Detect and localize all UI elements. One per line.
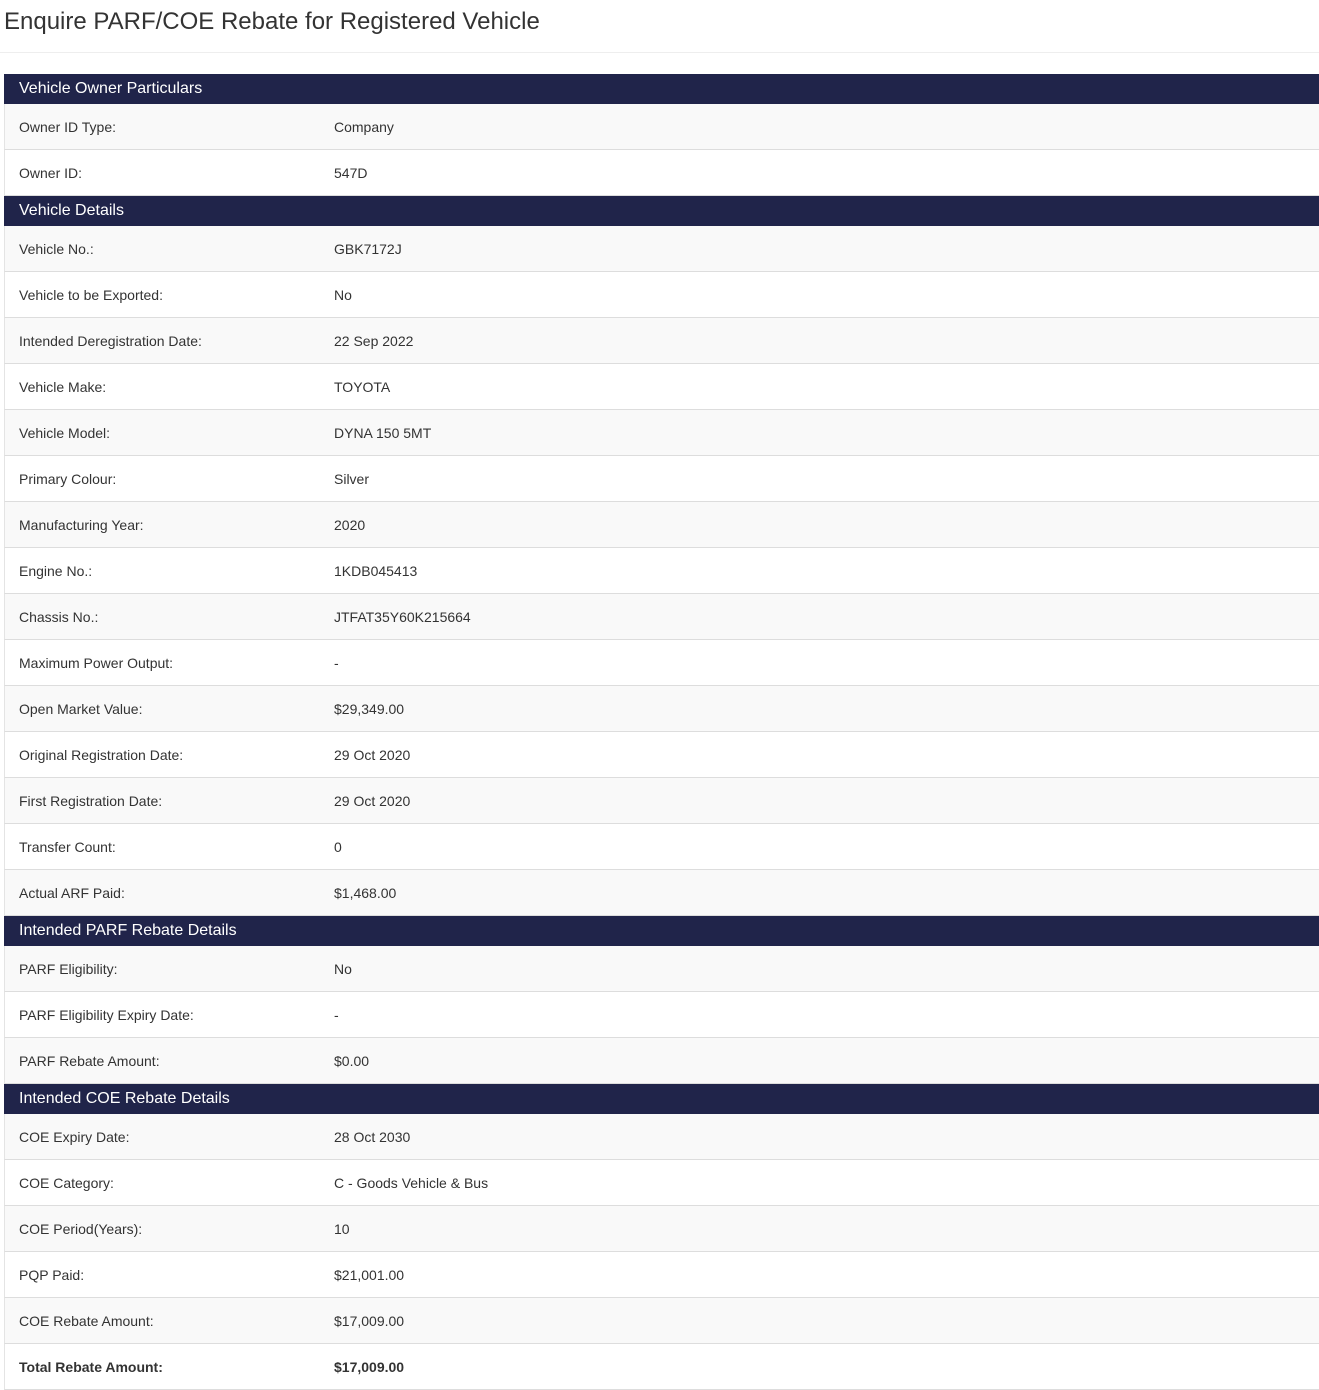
row-transfer-count — [4, 824, 1319, 870]
title-divider — [0, 52, 1319, 53]
row-pqp-paid — [4, 1252, 1319, 1298]
row-value: 29 Oct 2020 — [334, 792, 411, 809]
row-coe-expiry-date — [4, 1114, 1319, 1160]
row-label: Original Registration Date: — [19, 746, 184, 763]
row-value: Company — [334, 118, 394, 135]
row-coe-period — [4, 1206, 1319, 1252]
row-total-rebate-amount — [4, 1344, 1319, 1390]
row-value: 0 — [334, 838, 342, 855]
row-vehicle-exported — [4, 272, 1319, 318]
row-label: Primary Colour: — [19, 470, 117, 487]
rebate-details — [4, 74, 1319, 1390]
section-owner — [4, 104, 1319, 196]
row-label: Vehicle Make: — [19, 378, 107, 395]
section-header-coe: Intended COE Rebate Details — [4, 1084, 1319, 1114]
row-engine-no — [4, 548, 1319, 594]
row-value: 2020 — [334, 516, 366, 533]
row-label: Vehicle to be Exported: — [19, 286, 163, 303]
row-value: 1KDB045413 — [334, 562, 418, 579]
row-parf-eligibility — [4, 946, 1319, 992]
section-header-parf: Intended PARF Rebate Details — [4, 916, 1319, 946]
row-value: 547D — [334, 164, 368, 181]
row-first-registration-date — [4, 778, 1319, 824]
page-title: Enquire PARF/COE Rebate for Registered Vehicle — [4, 8, 540, 35]
row-vehicle-no — [4, 226, 1319, 272]
row-label: Owner ID: — [19, 164, 83, 181]
row-label: COE Period(Years): — [19, 1220, 143, 1237]
section-coe — [4, 1114, 1319, 1390]
row-actual-arf-paid — [4, 870, 1319, 916]
row-value: No — [334, 960, 352, 977]
row-label: COE Expiry Date: — [19, 1128, 130, 1145]
row-value: 29 Oct 2020 — [334, 746, 411, 763]
row-label: Engine No.: — [19, 562, 93, 579]
row-owner-id-type — [4, 104, 1319, 150]
row-owner-id — [4, 150, 1319, 196]
row-value: - — [334, 654, 339, 671]
row-label: PARF Rebate Amount: — [19, 1052, 160, 1069]
row-value: TOYOTA — [334, 378, 391, 395]
row-value: C - Goods Vehicle & Bus — [334, 1174, 489, 1191]
row-value: $29,349.00 — [334, 700, 405, 717]
row-value: 28 Oct 2030 — [334, 1128, 411, 1145]
row-value: $21,001.00 — [334, 1266, 405, 1283]
section-vehicle — [4, 226, 1319, 916]
row-primary-colour — [4, 456, 1319, 502]
row-value: No — [334, 286, 352, 303]
row-value: $17,009.00 — [334, 1312, 405, 1329]
row-label: Intended Deregistration Date: — [19, 332, 202, 349]
row-value: $17,009.00 — [334, 1358, 405, 1375]
section-header-owner: Vehicle Owner Particulars — [4, 74, 1319, 104]
section-header-vehicle: Vehicle Details — [4, 196, 1319, 226]
section-parf — [4, 946, 1319, 1084]
row-label: PARF Eligibility: — [19, 960, 118, 977]
row-vehicle-model — [4, 410, 1319, 456]
row-label: Total Rebate Amount: — [19, 1358, 163, 1375]
row-label: Chassis No.: — [19, 608, 99, 625]
row-value: 22 Sep 2022 — [334, 332, 414, 349]
row-label: Owner ID Type: — [19, 118, 117, 135]
row-open-market-value — [4, 686, 1319, 732]
row-label: Vehicle Model: — [19, 424, 111, 441]
row-value: JTFAT35Y60K215664 — [334, 608, 471, 625]
row-label: PARF Eligibility Expiry Date: — [19, 1006, 194, 1023]
row-deregistration-date — [4, 318, 1319, 364]
row-label: PQP Paid: — [19, 1266, 85, 1283]
row-label: Vehicle No.: — [19, 240, 94, 257]
row-chassis-no — [4, 594, 1319, 640]
row-value: GBK7172J — [334, 240, 402, 257]
row-value: $0.00 — [334, 1052, 370, 1069]
row-value: DYNA 150 5MT — [334, 424, 432, 441]
row-label: First Registration Date: — [19, 792, 163, 809]
row-label: COE Rebate Amount: — [19, 1312, 154, 1329]
row-label: Actual ARF Paid: — [19, 884, 125, 901]
row-label: Transfer Count: — [19, 838, 116, 855]
row-value: - — [334, 1006, 339, 1023]
row-parf-rebate-amount — [4, 1038, 1319, 1084]
row-value: Silver — [334, 470, 370, 487]
row-label: Manufacturing Year: — [19, 516, 144, 533]
row-value: 10 — [334, 1220, 350, 1237]
row-coe-category — [4, 1160, 1319, 1206]
row-label: COE Category: — [19, 1174, 114, 1191]
row-parf-eligibility-expiry — [4, 992, 1319, 1038]
row-manufacturing-year — [4, 502, 1319, 548]
row-value: $1,468.00 — [334, 884, 397, 901]
row-original-registration-date — [4, 732, 1319, 778]
row-coe-rebate-amount — [4, 1298, 1319, 1344]
row-label: Maximum Power Output: — [19, 654, 174, 671]
row-vehicle-make — [4, 364, 1319, 410]
row-max-power-output — [4, 640, 1319, 686]
row-label: Open Market Value: — [19, 700, 143, 717]
